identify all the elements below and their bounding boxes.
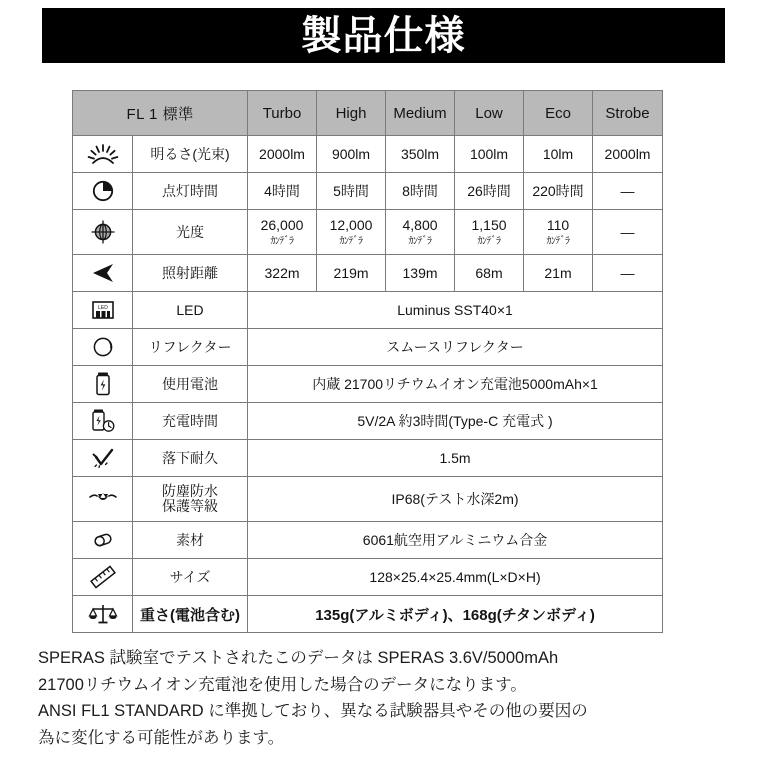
svg-text:LED: LED (97, 305, 108, 311)
ruler-icon (73, 559, 133, 596)
footnote-block (38, 645, 738, 752)
row-label-intensity: 光度 (133, 210, 248, 255)
intensity-low-value: 1,150 (471, 217, 507, 233)
cell-brightness-eco: 10lm (524, 136, 593, 173)
cell-weight-value: 135g(アルミボディ)、168g(チタンボディ) (248, 596, 663, 633)
intensity-eco-value: 110 (546, 217, 570, 233)
cell-brightness-strobe: 2000lm (593, 136, 663, 173)
cell-distance-high: 219m (317, 255, 386, 292)
cell-brightness-turbo: 2000lm (248, 136, 317, 173)
footnote-line-4: 為に変化する可能性があります。 (38, 729, 285, 748)
cell-runtime-high: 5時間 (317, 173, 386, 210)
led-chip-icon (73, 292, 133, 329)
table-row (73, 136, 663, 173)
cell-runtime-strobe: — (593, 173, 663, 210)
header-fl1-standard: FL 1 標準 (73, 91, 248, 136)
row-label-waterproof (133, 477, 248, 522)
clock-icon (73, 173, 133, 210)
row-label-material: 素材 (133, 522, 248, 559)
beam-distance-icon (73, 255, 133, 292)
cell-intensity-high (317, 210, 386, 255)
cell-led-value: Luminus SST40×1 (248, 292, 663, 329)
cylinder-icon (73, 522, 133, 559)
table-row (73, 366, 663, 403)
table-row (73, 559, 663, 596)
table-header-row (73, 91, 663, 136)
row-label-beam-distance: 照射距離 (133, 255, 248, 292)
cell-intensity-medium (386, 210, 455, 255)
table-row (73, 440, 663, 477)
table-row (73, 477, 663, 522)
cell-distance-low: 68m (455, 255, 524, 292)
cell-runtime-turbo: 4時間 (248, 173, 317, 210)
cell-intensity-eco (524, 210, 593, 255)
cell-brightness-medium: 350lm (386, 136, 455, 173)
header-mode-high: High (317, 91, 386, 136)
intensity-medium-unit: ｶﾝﾃﾞﾗ (408, 236, 432, 247)
footnote-line-3: ANSI FL1 STANDARD に準拠しており、異なる試験器具やその他の要因の (38, 702, 588, 721)
page-title-banner (42, 8, 725, 63)
row-label-brightness: 明るさ(光束) (133, 136, 248, 173)
table-row (73, 292, 663, 329)
cell-battery-value: 内蔵 21700リチウムイオン充電池5000mAh×1 (248, 366, 663, 403)
row-label-size: サイズ (133, 559, 248, 596)
intensity-high-value: 12,000 (329, 217, 373, 233)
footnote-line-2: 21700リチウムイオン充電池を使用した場合のデータになります。 (38, 675, 527, 694)
waterproof-label-line1: 防塵防水 (162, 483, 218, 500)
cell-reflector-value: スムースリフレクター (248, 329, 663, 366)
row-label-reflector: リフレクター (133, 329, 248, 366)
row-label-led: LED (133, 292, 248, 329)
cell-brightness-high: 900lm (317, 136, 386, 173)
cell-material-value: 6061航空用アルミニウム合金 (248, 522, 663, 559)
row-label-battery: 使用電池 (133, 366, 248, 403)
specification-table (72, 90, 663, 633)
table-row (73, 329, 663, 366)
cell-size-value: 128×25.4×25.4mm(L×D×H) (248, 559, 663, 596)
page-title: 製品仕様 (301, 13, 466, 58)
table-row (73, 403, 663, 440)
intensity-turbo-value: 26,000 (260, 217, 304, 233)
intensity-medium-value: 4,800 (402, 217, 438, 233)
header-mode-eco: Eco (524, 91, 593, 136)
cell-distance-eco: 21m (524, 255, 593, 292)
header-mode-turbo: Turbo (248, 91, 317, 136)
cell-distance-medium: 139m (386, 255, 455, 292)
drop-impact-icon (73, 440, 133, 477)
cell-runtime-low: 26時間 (455, 173, 524, 210)
table-row (73, 173, 663, 210)
table-row (73, 255, 663, 292)
water-splash-icon (73, 477, 133, 522)
crosshair-sphere-icon (73, 210, 133, 255)
cell-intensity-low (455, 210, 524, 255)
cell-charging-time-value: 5V/2A 約3時間(Type-C 充電式 ) (248, 403, 663, 440)
row-label-drop-impact: 落下耐久 (133, 440, 248, 477)
header-mode-strobe: Strobe (593, 91, 663, 136)
cell-distance-strobe: — (593, 255, 663, 292)
cell-runtime-medium: 8時間 (386, 173, 455, 210)
spec-table-container (72, 90, 662, 633)
battery-icon (73, 366, 133, 403)
cell-waterproof-value: IP68(テスト水深2m) (248, 477, 663, 522)
cell-brightness-low: 100lm (455, 136, 524, 173)
row-label-weight: 重さ(電池含む) (133, 596, 248, 633)
header-mode-medium: Medium (386, 91, 455, 136)
cell-intensity-turbo (248, 210, 317, 255)
scale-icon (73, 596, 133, 633)
light-rays-icon (73, 136, 133, 173)
header-mode-low: Low (455, 91, 524, 136)
battery-clock-icon (73, 403, 133, 440)
table-row (73, 210, 663, 255)
table-row (73, 522, 663, 559)
cell-drop-impact-value: 1.5m (248, 440, 663, 477)
intensity-low-unit: ｶﾝﾃﾞﾗ (477, 236, 501, 247)
cell-intensity-strobe: — (593, 210, 663, 255)
row-label-charging-time: 充電時間 (133, 403, 248, 440)
intensity-eco-unit: ｶﾝﾃﾞﾗ (546, 236, 570, 247)
intensity-high-unit: ｶﾝﾃﾞﾗ (339, 236, 363, 247)
waterproof-label-line2: 保護等級 (162, 498, 218, 514)
reflector-icon (73, 329, 133, 366)
row-label-runtime: 点灯時間 (133, 173, 248, 210)
cell-runtime-eco: 220時間 (524, 173, 593, 210)
footnote-line-1: SPERAS 試験室でテストされたこのデータは SPERAS 3.6V/5000mAh (38, 649, 559, 667)
table-row (73, 596, 663, 633)
intensity-turbo-unit: ｶﾝﾃﾞﾗ (270, 236, 294, 247)
cell-distance-turbo: 322m (248, 255, 317, 292)
